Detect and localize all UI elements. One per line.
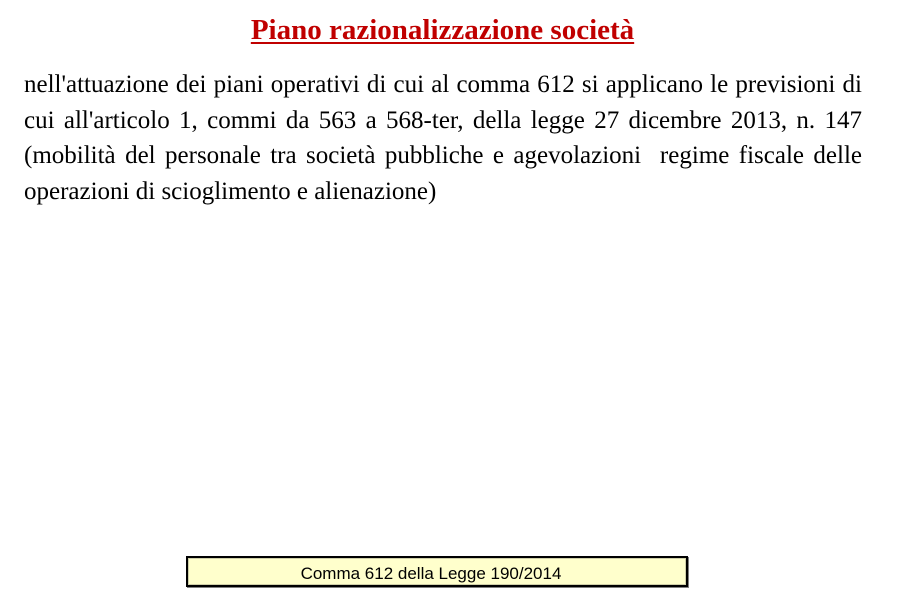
- slide-title: Piano razionalizzazione società: [250, 14, 635, 46]
- source-reference-label: Comma 612 della Legge 190/2014: [300, 563, 562, 583]
- source-reference-box: [186, 556, 688, 587]
- body-paragraph: nell'attuazione dei piani operativi di cui al comma 612 si applicano le previsioni di cui all'articolo 1, commi da 563 a 568-ter, della legge 27 dicembre 2013, n. 147 (mobilità del personale tra società pubbliche e agevolazioni regime fiscale delle operazioni di scioglimento e alienazione): [24, 71, 869, 205]
